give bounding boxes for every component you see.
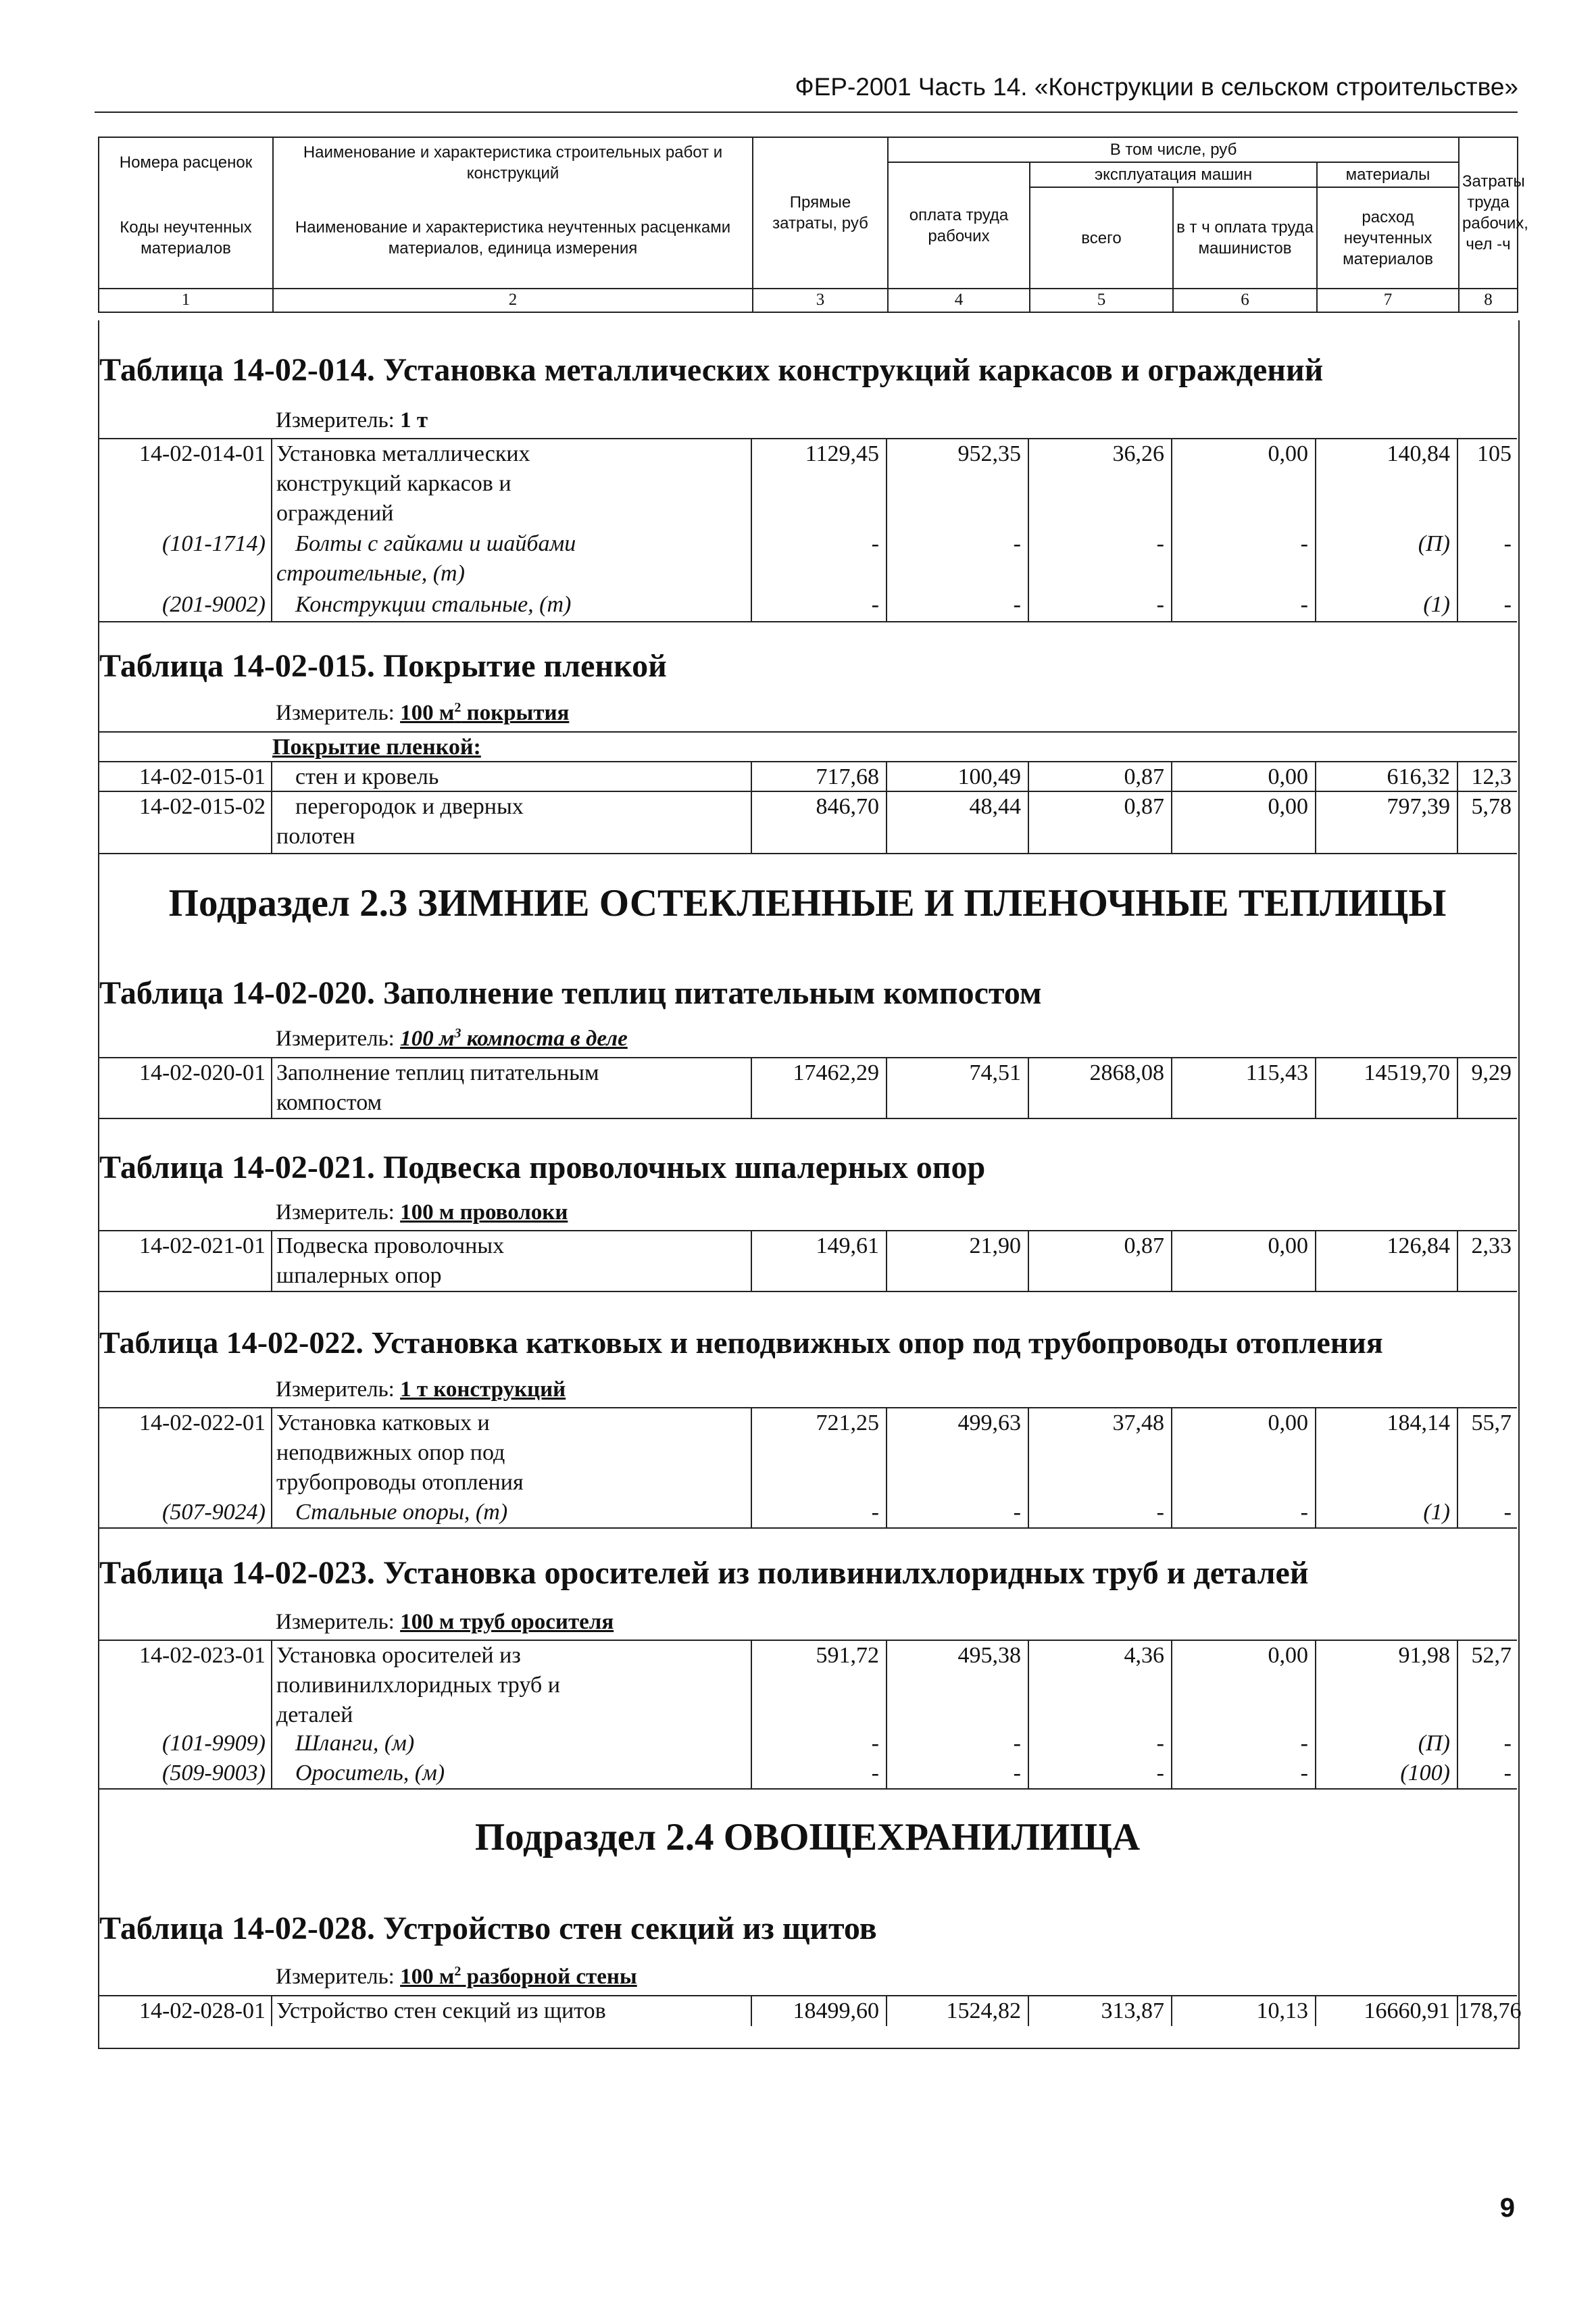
direct-costs: 846,70 bbox=[752, 792, 887, 853]
direct-costs: 717,68 bbox=[752, 762, 887, 792]
table-title-022: Таблица 14-02-022. Установка катковых и неподвижных опор под трубопроводы отопления bbox=[99, 1325, 1383, 1360]
rate-code: 14-02-023-01 bbox=[98, 1641, 272, 1730]
rate-name: Подвеска проволочных шпалерных опор bbox=[272, 1231, 752, 1291]
header-material-name: Наименование и характеристика неучтенных расценками материалов, единица измерения bbox=[273, 187, 753, 289]
header-materials: материалы bbox=[1317, 162, 1459, 187]
rate-name: Установка оросителей из поливинилхлоридных труб и деталей bbox=[272, 1641, 752, 1730]
table-title-020: Таблица 14-02-020. Заполнение теплиц питательным компостом bbox=[99, 975, 1042, 1011]
table-title-023: Таблица 14-02-023. Установка оросителей из поливинилхлоридных труб и деталей bbox=[99, 1555, 1309, 1591]
col-num-7: 7 bbox=[1317, 289, 1459, 312]
materials: (П) bbox=[1316, 529, 1458, 590]
table-title-015: Таблица 14-02-015. Покрытие пленкой bbox=[99, 648, 667, 684]
rate-code: 14-02-014-01 bbox=[98, 439, 272, 531]
rate-row-014-01 bbox=[98, 438, 1517, 531]
labor-cost: 105 bbox=[1477, 441, 1512, 466]
material-name: Болты с гайками и шайбами строительные, (т) bbox=[272, 529, 752, 590]
group-code bbox=[98, 733, 272, 762]
material-row-101-1714 bbox=[98, 529, 1517, 590]
labor-pay: 1524,82 bbox=[887, 1996, 1029, 2026]
subdivision-2-3-title: Подраздел 2.3 ЗИМНИЕ ОСТЕКЛЕННЫЕ И ПЛЕНОЧНЫЕ ТЕПЛИЦЫ bbox=[168, 882, 1447, 925]
machines-total: 2868,08 bbox=[1029, 1058, 1172, 1118]
rate-row-021-01 bbox=[98, 1230, 1517, 1292]
header-labor-cost: Затраты труда рабочих, чел -ч bbox=[1459, 137, 1518, 289]
direct-costs: - bbox=[752, 529, 887, 590]
rate-name: Установка металлических конструкций каркасов и ограждений bbox=[272, 439, 752, 531]
rate-name: Заполнение теплиц питательным компостом bbox=[272, 1058, 752, 1118]
labor-pay: - bbox=[887, 529, 1029, 590]
labor-pay: 100,49 bbox=[887, 762, 1029, 792]
labor-cost: 55,7 bbox=[1471, 1410, 1512, 1435]
materials: (1) bbox=[1316, 1498, 1458, 1527]
machines-total: - bbox=[1029, 1498, 1172, 1527]
direct-costs: - bbox=[752, 590, 887, 621]
material-code: (507-9024) bbox=[98, 1498, 272, 1527]
machinist-pay: - bbox=[1172, 1758, 1316, 1788]
header-including: В том числе, руб bbox=[888, 137, 1459, 162]
header-work-name: Наименование и характеристика строительных работ и конструкций bbox=[273, 137, 753, 187]
col-num-8: 8 bbox=[1459, 289, 1518, 312]
rate-name: стен и кровель bbox=[272, 762, 752, 792]
header-machines-total: всего bbox=[1030, 187, 1173, 289]
measure-015: Измеритель: 100 $м^2$ покрытия bbox=[276, 700, 570, 725]
rate-code: 14-02-021-01 bbox=[98, 1231, 272, 1291]
labor-cost: - bbox=[1503, 531, 1512, 556]
material-code: (101-1714) bbox=[98, 529, 272, 590]
machines-total: - bbox=[1029, 529, 1172, 590]
machines-total: - bbox=[1029, 1729, 1172, 1758]
rate-name: перегородок и дверных полотен bbox=[272, 792, 752, 853]
machinist-pay: 115,43 bbox=[1172, 1058, 1316, 1118]
col-num-6: 6 bbox=[1173, 289, 1317, 312]
rate-code: 14-02-028-01 bbox=[98, 1996, 272, 2026]
material-name: Шланги, (м) bbox=[272, 1729, 752, 1758]
rate-code: 14-02-015-01 bbox=[98, 762, 272, 792]
machinist-pay: 0,00 bbox=[1172, 1231, 1316, 1291]
table-title-014: Таблица 14-02-014. Установка металлических конструкций каркасов и ограждений bbox=[99, 352, 1324, 388]
measure-020: Измеритель: 100 $м^3$ компоста в деле bbox=[276, 1026, 628, 1051]
material-row-201-9002 bbox=[98, 590, 1517, 622]
direct-costs: 591,72 bbox=[752, 1641, 887, 1730]
direct-costs: 149,61 bbox=[752, 1231, 887, 1291]
machines-total: 37,48 bbox=[1029, 1408, 1172, 1499]
header-unaccounted-materials: расход неучтенных материалов bbox=[1317, 187, 1459, 289]
measure-014: Измеритель: 1 т bbox=[276, 408, 428, 433]
header-material-codes: Коды неучтенных материалов bbox=[99, 187, 273, 289]
materials: 184,14 bbox=[1316, 1408, 1458, 1499]
measure-023: Измеритель: 100 м труб оросителя bbox=[276, 1610, 614, 1634]
material-name: Ороситель, (м) bbox=[272, 1758, 752, 1788]
materials: 616,32 bbox=[1316, 762, 1458, 792]
machinist-pay: 0,00 bbox=[1172, 439, 1316, 531]
rate-row-023-01 bbox=[98, 1640, 1517, 1730]
column-header-table bbox=[98, 137, 1528, 313]
materials: 797,39 bbox=[1316, 792, 1458, 853]
labor-pay: 74,51 bbox=[887, 1058, 1029, 1118]
rate-row-015-01 bbox=[98, 761, 1517, 792]
machinist-pay: - bbox=[1172, 1729, 1316, 1758]
machines-total: 0,87 bbox=[1029, 1231, 1172, 1291]
machinist-pay: - bbox=[1172, 1498, 1316, 1527]
machinist-pay: 0,00 bbox=[1172, 792, 1316, 853]
direct-costs: 18499,60 bbox=[752, 1996, 887, 2026]
machinist-pay: 10,13 bbox=[1172, 1996, 1316, 2026]
machinist-pay: 0,00 bbox=[1172, 762, 1316, 792]
page-number: 9 bbox=[1499, 2193, 1515, 2223]
table-title-021: Таблица 14-02-021. Подвеска проволочных шпалерных опор bbox=[99, 1150, 986, 1185]
measure-028: Измеритель: 100 $м^2$ разборной стены bbox=[276, 1964, 637, 1989]
direct-costs: - bbox=[752, 1498, 887, 1527]
materials: 126,84 bbox=[1316, 1231, 1458, 1291]
direct-costs: 17462,29 bbox=[752, 1058, 887, 1118]
labor-pay: - bbox=[887, 1498, 1029, 1527]
col-num-4: 4 bbox=[888, 289, 1030, 312]
labor-pay: 495,38 bbox=[887, 1641, 1029, 1730]
machines-total: 313,87 bbox=[1029, 1996, 1172, 2026]
rate-row-028-01 bbox=[98, 1995, 1522, 2026]
labor-pay: - bbox=[887, 1729, 1029, 1758]
rate-code: 14-02-020-01 bbox=[98, 1058, 272, 1118]
labor-cost: - bbox=[1503, 1500, 1512, 1525]
materials: (1) bbox=[1316, 590, 1458, 621]
header-machinist-pay: в т ч оплата труда машинистов bbox=[1173, 187, 1317, 289]
machines-total: 4,36 bbox=[1029, 1641, 1172, 1730]
labor-cost: 9,29 bbox=[1471, 1060, 1512, 1085]
running-head: ФЕР-2001 Часть 14. «Конструкции в сельском строительстве» bbox=[795, 73, 1518, 101]
materials: (П) bbox=[1316, 1729, 1458, 1758]
measure-022: Измеритель: 1 т конструкций bbox=[276, 1377, 566, 1402]
labor-cost: 2,33 bbox=[1471, 1233, 1512, 1258]
material-code: (101-9909) bbox=[98, 1729, 272, 1758]
materials: 140,84 bbox=[1316, 439, 1458, 531]
machines-total: 0,87 bbox=[1029, 762, 1172, 792]
direct-costs: 1129,45 bbox=[752, 439, 887, 531]
header-machines: эксплуатация машин bbox=[1030, 162, 1317, 187]
rate-name: Устройство стен секций из щитов bbox=[272, 1996, 752, 2026]
direct-costs: - bbox=[752, 1729, 887, 1758]
group-row-015 bbox=[98, 731, 1517, 762]
direct-costs: 721,25 bbox=[752, 1408, 887, 1499]
materials: 14519,70 bbox=[1316, 1058, 1458, 1118]
direct-costs: - bbox=[752, 1758, 887, 1788]
rate-row-020-01 bbox=[98, 1057, 1517, 1119]
rate-name: Установка катковых и неподвижных опор под трубопроводы отопления bbox=[272, 1408, 752, 1499]
labor-cost: 12,3 bbox=[1471, 764, 1512, 789]
labor-pay: 499,63 bbox=[887, 1408, 1029, 1499]
rate-code: 14-02-015-02 bbox=[98, 792, 272, 853]
labor-pay: - bbox=[887, 590, 1029, 621]
materials: 16660,91 bbox=[1316, 1996, 1458, 2026]
rate-row-022-01 bbox=[98, 1407, 1517, 1499]
machinist-pay: - bbox=[1172, 590, 1316, 621]
machines-total: - bbox=[1029, 590, 1172, 621]
materials: (100) bbox=[1316, 1758, 1458, 1788]
group-label: Покрытие пленкой: bbox=[272, 735, 481, 760]
labor-pay: 48,44 bbox=[887, 792, 1029, 853]
labor-pay: 21,90 bbox=[887, 1231, 1029, 1291]
material-code: (509-9003) bbox=[98, 1758, 272, 1788]
machines-total: - bbox=[1029, 1758, 1172, 1788]
labor-cost: 5,78 bbox=[1471, 794, 1512, 819]
materials: 91,98 bbox=[1316, 1641, 1458, 1730]
machines-total: 36,26 bbox=[1029, 439, 1172, 531]
material-row-101-9909 bbox=[98, 1729, 1517, 1758]
measure-021: Измеритель: 100 м проволоки bbox=[276, 1200, 568, 1225]
col-num-5: 5 bbox=[1030, 289, 1173, 312]
labor-cost: - bbox=[1503, 592, 1512, 617]
machinist-pay: 0,00 bbox=[1172, 1408, 1316, 1499]
rate-row-015-02 bbox=[98, 791, 1517, 854]
header-rate-numbers: Номера расценок bbox=[99, 137, 273, 187]
machinist-pay: 0,00 bbox=[1172, 1641, 1316, 1730]
labor-cost: 178,76 bbox=[1458, 1998, 1522, 2023]
labor-cost: 52,7 bbox=[1471, 1643, 1512, 1668]
machinist-pay: - bbox=[1172, 529, 1316, 590]
labor-cost: - bbox=[1503, 1731, 1512, 1756]
table-title-028: Таблица 14-02-028. Устройство стен секций из щитов bbox=[99, 1911, 877, 1946]
labor-pay: - bbox=[887, 1758, 1029, 1788]
machines-total: 0,87 bbox=[1029, 792, 1172, 853]
col-num-2: 2 bbox=[273, 289, 753, 312]
labor-pay: 952,35 bbox=[887, 439, 1029, 531]
header-direct-costs: Прямые затраты, руб bbox=[753, 137, 888, 289]
material-row-509-9003 bbox=[98, 1758, 1517, 1790]
material-name: Конструкции стальные, (т) bbox=[272, 590, 752, 621]
rate-code: 14-02-022-01 bbox=[98, 1408, 272, 1499]
subdivision-2-4-title: Подраздел 2.4 ОВОЩЕХРАНИЛИЩА bbox=[474, 1816, 1141, 1858]
material-code: (201-9002) bbox=[98, 590, 272, 621]
header-rule bbox=[95, 112, 1518, 113]
col-num-3: 3 bbox=[753, 289, 888, 312]
col-num-1: 1 bbox=[99, 289, 273, 312]
header-labor-pay: оплата труда рабочих bbox=[888, 162, 1030, 289]
material-row-507-9024 bbox=[98, 1498, 1517, 1529]
labor-cost: - bbox=[1503, 1761, 1512, 1786]
material-name: Стальные опоры, (т) bbox=[272, 1498, 752, 1527]
